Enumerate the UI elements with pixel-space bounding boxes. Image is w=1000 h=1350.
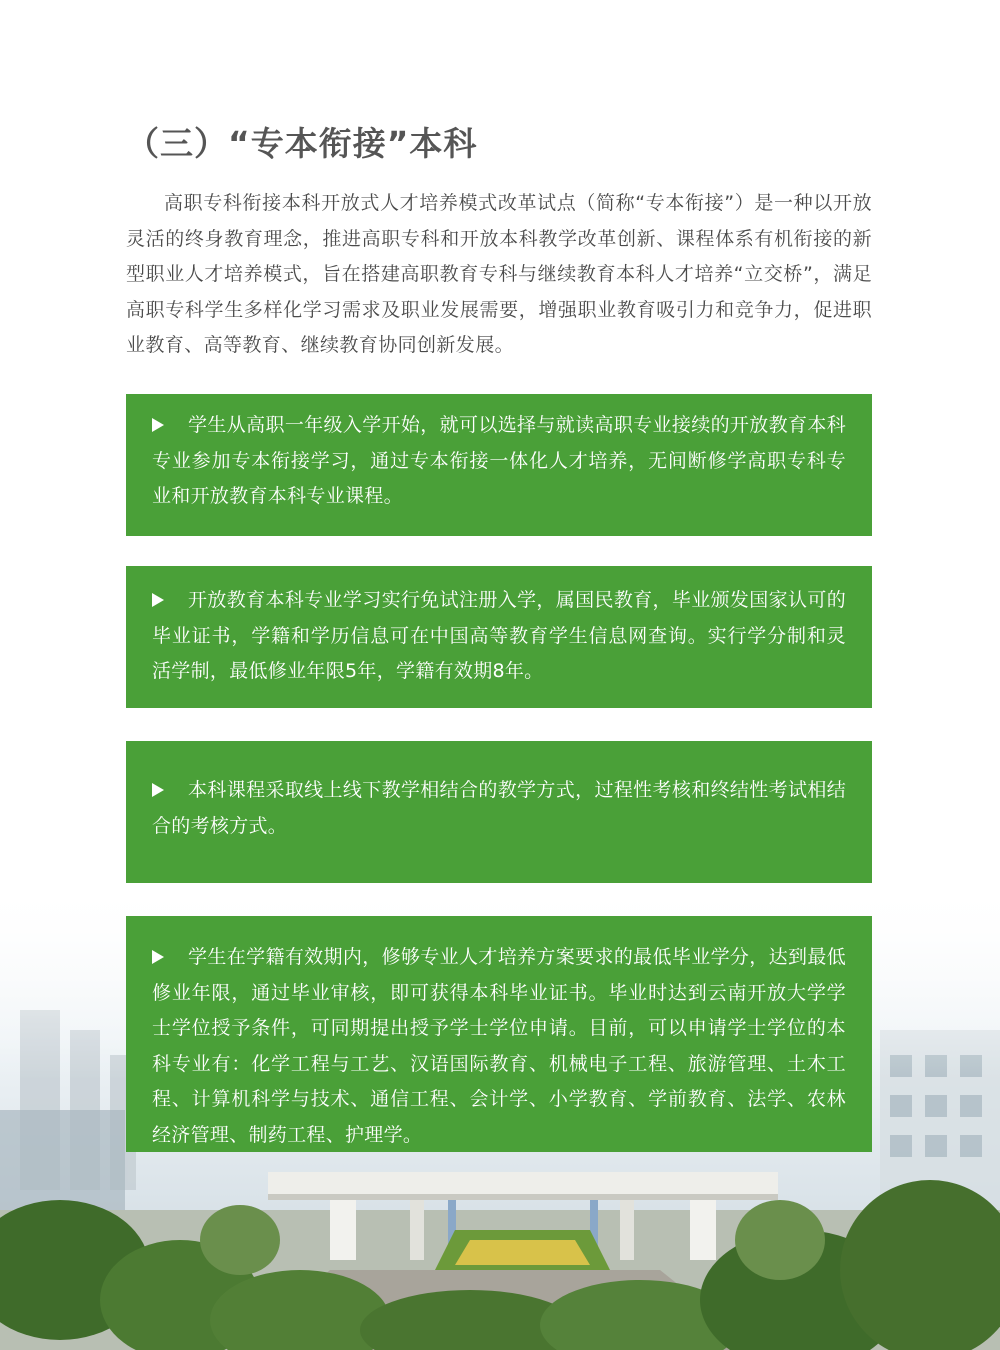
play-bullet-icon	[152, 418, 164, 432]
info-card-4	[126, 916, 872, 1152]
card-text: 本科课程采取线上线下教学相结合的教学方式，过程性考核和终结性考试相结合的考核方式。	[152, 779, 846, 837]
card-text: 开放教育本科专业学习实行免试注册入学，属国民教育，毕业颁发国家认可的毕业证书，学籍和学历信息可在中国高等教育学生信息网查询。实行学分制和灵活学制，最低修业年限5年，学籍有效期8年。	[152, 589, 846, 682]
card-text: 学生在学籍有效期内，修够专业人才培养方案要求的最低毕业学分，达到最低修业年限，通过毕业审核，即可获得本科毕业证书。毕业时达到云南开放大学学士学位授予条件，可同期提出授予学士学位申请。目前，可以申请学士学位的本科专业有：化学工程与工艺、汉语国际教育、机械电子工程、旅游管理、土木工程、计算机科学与技术、通信工程、会计学、小学教育、学前教育、法学、农林经济管理、制药工程、护理学。	[152, 946, 846, 1146]
section-title: （三）“专本衔接”本科	[126, 124, 478, 163]
intro-paragraph: 高职专科衔接本科开放式人才培养模式改革试点（简称“专本衔接”）是一种以开放灵活的终身教育理念，推进高职专科和开放本科教学改革创新、课程体系有机衔接的新型职业人才培养模式，旨在搭建高职教育专科与继续教育本科人才培养“立交桥”，满足高职专科学生多样化学习需求及职业发展需要，增强职业教育吸引力和竞争力，促进职业教育、高等教育、继续教育协同创新发展。	[126, 192, 872, 356]
info-card-2	[126, 566, 872, 708]
play-bullet-icon	[152, 950, 164, 964]
play-bullet-icon	[152, 593, 164, 607]
play-bullet-icon	[152, 783, 164, 797]
card-text: 学生从高职一年级入学开始，就可以选择与就读高职专业接续的开放教育本科专业参加专本衔接学习，通过专本衔接一体化人才培养，无间断修学高职专科专业和开放教育本科专业课程。	[152, 414, 846, 507]
info-card-1	[126, 394, 872, 536]
info-card-3	[126, 741, 872, 883]
